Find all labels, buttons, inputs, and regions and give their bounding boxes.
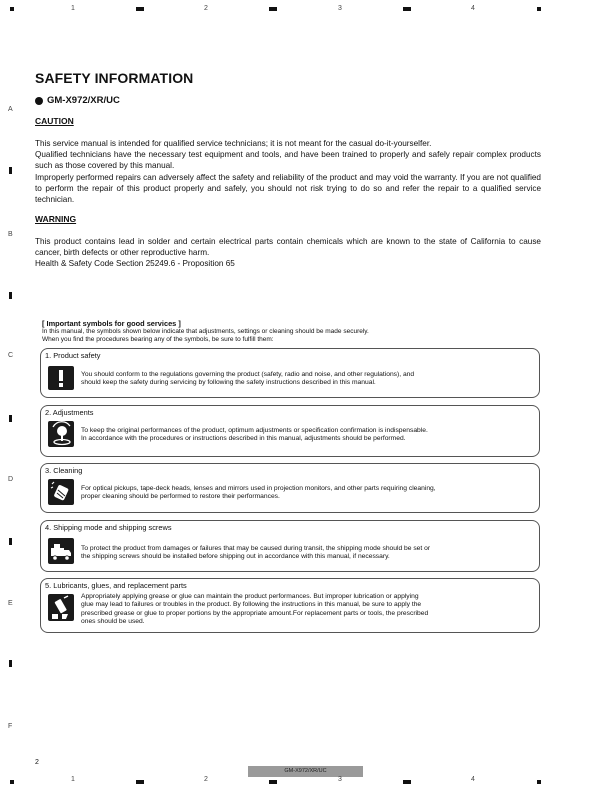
registration-mark [9, 415, 12, 422]
symbol-label: 5. Lubricants, glues, and replacement parts [45, 581, 187, 590]
registration-mark [10, 780, 14, 784]
model-name: GM-X972/XR/UC [47, 95, 120, 106]
grid-col-1: 1 [71, 5, 75, 12]
registration-mark [537, 7, 541, 11]
symbol-box-cleaning [40, 463, 540, 513]
grid-row-b: B [8, 231, 13, 238]
cleaning-icon [48, 479, 74, 505]
symbol-label: 2. Adjustments [45, 408, 94, 417]
description-line: the shipping screws should be installed before shipping out in accordance with this manual, if necessary. [81, 553, 390, 561]
exclamation-icon [48, 366, 74, 390]
grid-col-4: 4 [471, 5, 475, 12]
grid-row-a: A [8, 106, 13, 113]
registration-mark [9, 292, 12, 299]
grid-col-4: 4 [471, 776, 475, 783]
registration-mark [9, 538, 12, 545]
registration-mark [403, 780, 411, 784]
important-symbols-intro [42, 328, 542, 345]
grid-col-2: 2 [204, 776, 208, 783]
caution-heading: CAUTION [35, 116, 74, 126]
grid-row-f: F [8, 723, 13, 730]
warning-text [35, 236, 541, 270]
symbol-label: 1. Product safety [45, 351, 101, 360]
grid-row-c: C [8, 352, 14, 359]
symbol-label: 4. Shipping mode and shipping screws [45, 523, 172, 532]
bullet-icon [35, 97, 43, 105]
symbol-label: 3. Cleaning [45, 466, 83, 475]
description-line: You should conform to the regulations governing the product (safety, radio and noise, and other regulations), and [81, 371, 415, 378]
symbol-description [81, 371, 535, 388]
symbol-description [81, 545, 535, 562]
symbol-box-product-safety [40, 348, 540, 398]
description-line: In accordance with the procedures or instructions described in this manual, adjustments should be performed. [81, 435, 406, 443]
grid-col-2: 2 [204, 5, 208, 12]
page-title: SAFETY INFORMATION [35, 70, 194, 86]
description-line: should keep the safety during servicing by following the safety instructions described in this manual. [81, 379, 376, 387]
description-line: proper cleaning should be performed to restore their performances. [81, 493, 280, 501]
symbol-description [81, 485, 535, 502]
description-line: glue may lead to failures or troubles in the product. By following the instructions in this manual, be sure to apply the [81, 601, 422, 609]
registration-mark [269, 7, 277, 11]
warning-paragraph: This product contains lead in solder and certain electrical parts contain chemicals which are known to the state of California to cause cancer, birth defects or other reproductive harm. [35, 237, 541, 258]
symbol-box-lubricants [40, 578, 540, 633]
caution-text [35, 138, 541, 205]
adjustment-icon [48, 421, 74, 447]
symbol-box-shipping [40, 520, 540, 572]
page-number: 2 [35, 759, 39, 766]
model-line [35, 95, 120, 106]
caution-paragraph: Improperly performed repairs can adversely affect the safety and reliability of the product and may void the warranty. If you are not qualified to perform the repair of this product properly and safely, you should not risk trying to do so and refer the repair to a qualified service technician. [35, 172, 541, 205]
grid-col-1: 1 [71, 776, 75, 783]
description-line: To protect the product from damages or failures that may be caused during transit, the shipping mode should be set or [81, 545, 431, 552]
symbol-box-adjustments [40, 405, 540, 457]
description-line: prescribed grease or glue to proper portions by the appropriate amount.For replacement parts or tools, the prescribed [81, 609, 429, 617]
registration-mark [403, 7, 411, 11]
description-line: To keep the original performances of the product, optimum adjustments or specification confirmation is indispensable. [81, 427, 428, 434]
important-symbols-title: [ Important symbols for good services ] [42, 319, 181, 328]
registration-mark [10, 7, 14, 11]
registration-mark [537, 780, 541, 784]
registration-mark [136, 7, 144, 11]
warning-heading: WARNING [35, 214, 77, 224]
description-line: ones should be used. [81, 618, 145, 626]
registration-mark [269, 780, 277, 784]
registration-mark [136, 780, 144, 784]
symbol-description [81, 593, 535, 627]
grid-row-e: E [8, 600, 13, 607]
warning-paragraph: Health & Safety Code Section 25249.6 - Proposition 65 [35, 259, 235, 269]
grid-col-3: 3 [338, 776, 342, 783]
caution-paragraph: Qualified technicians have the necessary test equipment and tools, and have been trained to properly and safely repair complex products such as those covered by this manual. [35, 150, 541, 171]
grid-row-d: D [8, 476, 14, 483]
footer-model: GM-X972/XR/UC [248, 766, 363, 777]
caution-paragraph: This service manual is intended for qualified service technicians; it is not meant for the casual do-it-yourselfer. [35, 139, 432, 148]
registration-mark [9, 660, 12, 667]
description-line: For optical pickups, tape-deck heads, lenses and mirrors used in projection monitors, and other parts requiring cleaning, [81, 485, 436, 492]
shipping-truck-icon [48, 538, 74, 564]
symbol-description [81, 427, 535, 444]
registration-mark [9, 167, 12, 174]
grid-col-3: 3 [338, 5, 342, 12]
intro-line: When you find the procedures bearing any of the symbols, be sure to fulfill them: [42, 336, 274, 344]
lubricant-icon [48, 594, 74, 621]
intro-line: In this manual, the symbols shown below indicate that adjustments, settings or cleaning should be made securely. [42, 328, 369, 335]
description-line: Appropriately applying grease or glue can maintain the product performances. But improper lubrication or applying [81, 593, 419, 600]
